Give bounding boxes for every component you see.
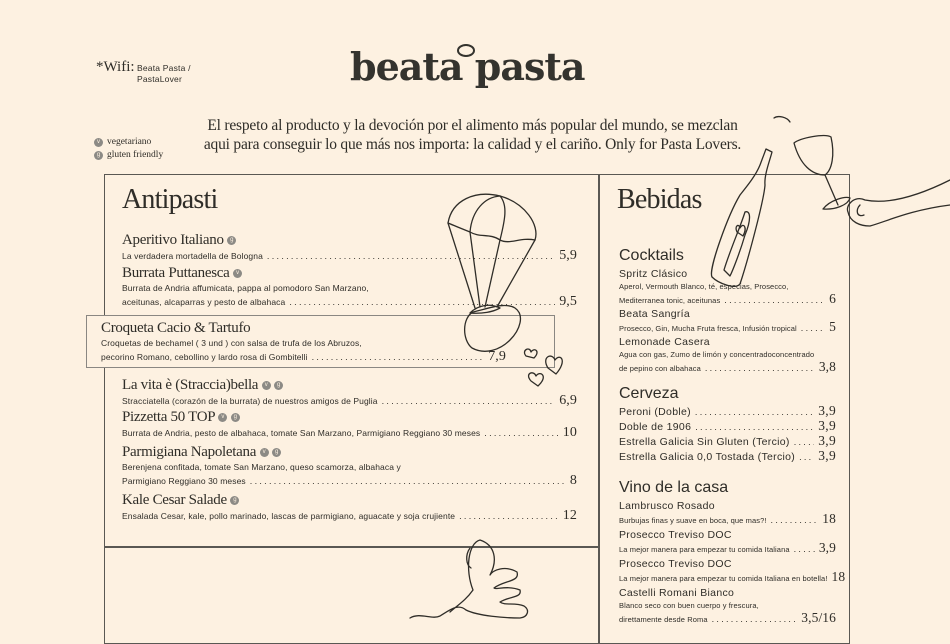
tagline-line: El respeto al producto y la devoción por el alimento más popular del mundo, se mezclan (207, 117, 738, 134)
hand-icon (847, 180, 950, 226)
logo: beata pasta (350, 44, 585, 89)
drink-name: Doble de 1906 (619, 421, 692, 433)
heart-icons (524, 349, 562, 386)
gluten-friendly-badge-icon: g (231, 413, 240, 422)
item-price: 5,9 (559, 248, 577, 263)
drink-description: Aperol, Vermouth Blanco, té, especias, Prosecco, (619, 282, 789, 291)
item-price: 7,9 (488, 349, 506, 364)
drink-description: de pepino con albahaca (619, 364, 701, 373)
drink-name: Estrella Galicia 0,0 Tostada (Tercio) (619, 451, 796, 463)
cerveza-title: Cerveza (619, 385, 679, 402)
drink-description: direttamente desde Roma (619, 615, 708, 624)
drink-price: 5 (829, 319, 836, 334)
drink-price: 3,9 (818, 433, 836, 448)
wine-glass-icon (774, 117, 850, 210)
drink-name: Peroni (Doble) (619, 406, 691, 418)
drink-description: La mejor manera para empezar tu comida Italiana en botella! (619, 574, 828, 583)
item-name: Croqueta Cacio & Tartufo (101, 320, 251, 336)
item-price: 6,9 (559, 393, 577, 408)
item-description: pecorino Romano, cebollino y lardo rosa di Gombitelli (101, 352, 308, 362)
item-description: Burrata de Andria, pesto de albahaca, tomate San Marzano, Parmigiano Reggiano 30 meses (122, 428, 481, 438)
wifi-password: PastaLover (137, 74, 182, 84)
item-description: Parmigiano Reggiano 30 meses (122, 476, 246, 486)
drink-description: La mejor manera para empezar tu comida Italiana (619, 545, 790, 554)
cocktails-title: Cocktails (619, 247, 684, 264)
drink-price: 3,9 (818, 403, 836, 418)
item-price: 9,5 (559, 294, 577, 309)
drink-price: 18 (831, 569, 846, 584)
wifi-label: *Wifi: (96, 59, 135, 75)
gluten-friendly-badge-icon: g (272, 448, 281, 457)
vino-title: Vino de la casa (619, 479, 729, 496)
legend-label: vegetariano (107, 137, 152, 147)
item-price: 8 (569, 473, 577, 488)
item-name: La vita è (Straccia)bella (122, 377, 259, 393)
bebidas-title: Bebidas (617, 184, 702, 215)
item-name: Pizzetta 50 TOP (122, 409, 215, 425)
wine-bottle-icon (711, 149, 772, 286)
drink-price: 3,8 (818, 359, 836, 374)
parachute-tomato-icon (448, 194, 536, 351)
drink-description: Prosecco, Gin, Mucha Fruta fresca, Infusión tropical (619, 324, 797, 333)
item-description: Ensalada Cesar, kale, pollo marinado, lascas de parmigiano, aguacate y soja crujiente (122, 511, 456, 521)
gluten-friendly-badge-icon: g (227, 236, 236, 245)
drink-name: Spritz Clásico (619, 268, 688, 280)
antipasti-title: Antipasti (122, 184, 218, 215)
drink-name: Castelli Romani Bianco (619, 587, 735, 599)
vegetarian-badge-icon: v (233, 269, 242, 278)
gluten-friendly-badge-icon: g (274, 381, 283, 390)
vegetarian-badge-icon: v (94, 138, 103, 147)
item-description: aceitunas, alcaparras y pesto de albahaca (122, 297, 286, 307)
wifi-network: Beata Pasta / (137, 63, 191, 73)
drink-price: 3,5/16 (801, 610, 836, 625)
drink-price: 3,9 (818, 418, 836, 433)
item-name: Parmigiana Napoletana (122, 444, 257, 460)
gluten-friendly-badge-icon: g (94, 151, 103, 160)
item-name: Burrata Puttanesca (122, 265, 230, 281)
gluten-friendly-badge-icon: g (230, 496, 239, 505)
drink-description: Agua con gas, Zumo de limón y concentradoconcentrado (619, 350, 815, 359)
drink-price: 6 (829, 291, 836, 306)
drink-price: 3,9 (818, 540, 836, 555)
tagline-line: aqui para conseguir lo que más nos importa: la calidad y el cariño. Only for Pasta Lovers. (203, 136, 742, 153)
vegetarian-badge-icon: v (260, 448, 269, 457)
item-price: 10 (562, 425, 577, 440)
legend-label: gluten friendly (107, 150, 164, 160)
drink-price: 18 (822, 511, 836, 526)
item-name: Kale Cesar Salade (122, 492, 227, 508)
item-price: 12 (562, 508, 577, 523)
item-description: Burrata de Andria affumicata, pappa al pomodoro San Marzano, (122, 283, 369, 293)
drink-description: Blanco seco con buen cuerpo y frescura, (619, 601, 759, 610)
item-description: Croquetas de bechamel ( 3 und ) con salsa de trufa de los Abruzos, (101, 338, 362, 348)
drink-name: Estrella Galicia Sin Gluten (Tercio) (619, 436, 790, 448)
drink-name: Prosecco Treviso DOC (619, 558, 732, 570)
item-description: Stracciatella (corazón de la burrata) de nuestros amigos de Puglia (122, 396, 378, 406)
item-description: La verdadera mortadella de Bologna (122, 251, 263, 261)
drink-price: 3,9 (818, 448, 836, 463)
drink-name: Lambrusco Rosado (619, 500, 715, 512)
drink-description: Burbujas finas y suave en boca, que mas?! (619, 516, 767, 525)
item-description: Berenjena confitada, tomate San Marzano, queso scamorza, albahaca y (122, 462, 401, 472)
drink-description: Mediterranea tonic, aceitunas (619, 296, 721, 305)
item-name: Aperitivo Italiano (122, 232, 224, 248)
vegetarian-badge-icon: v (218, 413, 227, 422)
bird-icon (410, 540, 527, 618)
drink-name: Beata Sangría (619, 308, 691, 320)
vegetarian-badge-icon: v (262, 381, 271, 390)
drink-name: Prosecco Treviso DOC (619, 529, 732, 541)
drink-name: Lemonade Casera (619, 336, 710, 348)
